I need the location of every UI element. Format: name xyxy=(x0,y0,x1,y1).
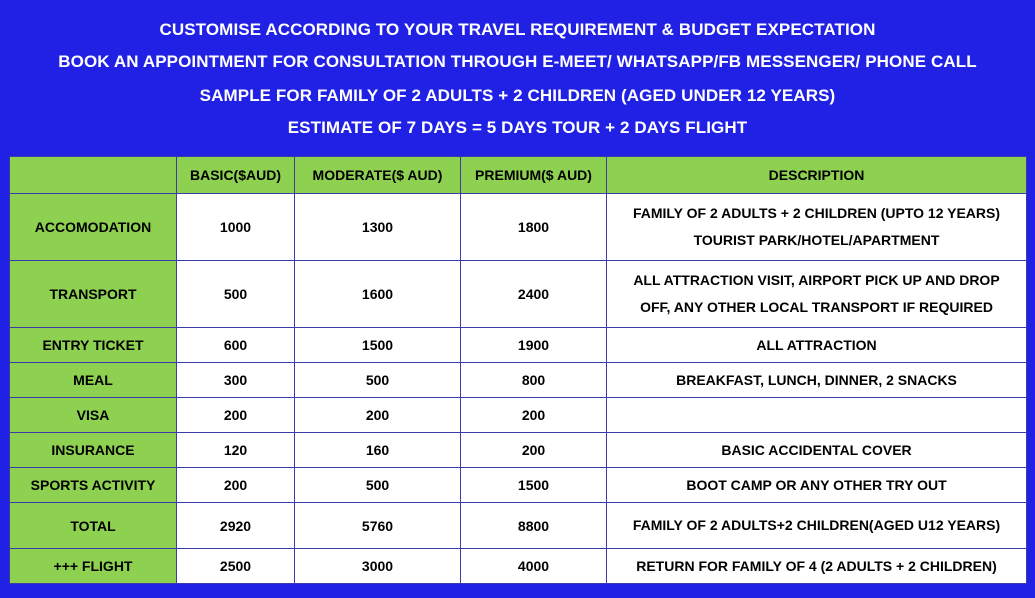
basic-value: 300 xyxy=(177,363,295,398)
moderate-value: 1600 xyxy=(295,261,461,328)
description-cell: RETURN FOR FAMILY OF 4 (2 ADULTS + 2 CHILDREN) xyxy=(607,549,1027,584)
column-header-basic: BASIC($AUD) xyxy=(177,157,295,194)
column-header-blank xyxy=(10,157,177,194)
table-row xyxy=(10,328,1027,363)
moderate-value: 3000 xyxy=(295,549,461,584)
description-cell: BASIC ACCIDENTAL COVER xyxy=(607,433,1027,468)
table-row xyxy=(10,194,1027,261)
row-label: TOTAL xyxy=(10,503,177,549)
row-label: VISA xyxy=(10,398,177,433)
row-label: +++ FLIGHT xyxy=(10,549,177,584)
row-label: INSURANCE xyxy=(10,433,177,468)
table-row xyxy=(10,468,1027,503)
description-cell: ALL ATTRACTION xyxy=(607,328,1027,363)
table-row xyxy=(10,433,1027,468)
header-line-4: ESTIMATE OF 7 DAYS = 5 DAYS TOUR + 2 DAYS FLIGHT xyxy=(287,118,748,137)
description-cell: BOOT CAMP OR ANY OTHER TRY OUT xyxy=(607,468,1027,503)
description-line: TOURIST PARK/HOTEL/APARTMENT xyxy=(693,232,940,248)
table-row xyxy=(10,363,1027,398)
description-cell xyxy=(607,261,1027,328)
moderate-value: 160 xyxy=(295,433,461,468)
description-line: OFF, ANY OTHER LOCAL TRANSPORT IF REQUIRED xyxy=(640,299,993,315)
premium-value: 1900 xyxy=(461,328,607,363)
table-row xyxy=(10,398,1027,433)
column-header-description: DESCRIPTION xyxy=(607,157,1027,194)
table-row xyxy=(10,503,1027,549)
moderate-value: 1300 xyxy=(295,194,461,261)
description-line: FAMILY OF 2 ADULTS + 2 CHILDREN (UPTO 12 YEARS) xyxy=(632,205,1001,221)
description-cell: FAMILY OF 2 ADULTS+2 CHILDREN(AGED U12 YEARS) xyxy=(607,503,1027,549)
moderate-value: 1500 xyxy=(295,328,461,363)
basic-value: 120 xyxy=(177,433,295,468)
moderate-value: 200 xyxy=(295,398,461,433)
column-header-moderate: MODERATE($ AUD) xyxy=(295,157,461,194)
premium-value: 1500 xyxy=(461,468,607,503)
basic-value: 2500 xyxy=(177,549,295,584)
row-label: SPORTS ACTIVITY xyxy=(10,468,177,503)
basic-value: 200 xyxy=(177,398,295,433)
table-row xyxy=(10,549,1027,584)
table-row xyxy=(10,261,1027,328)
basic-value: 500 xyxy=(177,261,295,328)
basic-value: 200 xyxy=(177,468,295,503)
cost-table xyxy=(9,156,1027,584)
description-cell xyxy=(607,398,1027,433)
header-line-2: BOOK AN APPOINTMENT FOR CONSULTATION THROUGH E-MEET/ WHATSAPP/FB MESSENGER/ PHONE CALL xyxy=(58,52,977,71)
premium-value: 200 xyxy=(461,433,607,468)
table-header-row xyxy=(10,157,1027,194)
description-cell xyxy=(607,194,1027,261)
header-banner xyxy=(0,0,1035,156)
row-label: MEAL xyxy=(10,363,177,398)
description-line: ALL ATTRACTION VISIT, AIRPORT PICK UP AND DROP xyxy=(633,272,1000,288)
description-cell: BREAKFAST, LUNCH, DINNER, 2 SNACKS xyxy=(607,363,1027,398)
moderate-value: 5760 xyxy=(295,503,461,549)
row-label: ENTRY TICKET xyxy=(10,328,177,363)
moderate-value: 500 xyxy=(295,468,461,503)
header-line-1: CUSTOMISE ACCORDING TO YOUR TRAVEL REQUIREMENT & BUDGET EXPECTATION xyxy=(159,20,876,39)
premium-value: 8800 xyxy=(461,503,607,549)
premium-value: 1800 xyxy=(461,194,607,261)
premium-value: 200 xyxy=(461,398,607,433)
premium-value: 800 xyxy=(461,363,607,398)
row-label: TRANSPORT xyxy=(10,261,177,328)
premium-value: 2400 xyxy=(461,261,607,328)
basic-value: 1000 xyxy=(177,194,295,261)
basic-value: 2920 xyxy=(177,503,295,549)
header-line-3: SAMPLE FOR FAMILY OF 2 ADULTS + 2 CHILDREN (AGED UNDER 12 YEARS) xyxy=(199,86,836,105)
moderate-value: 500 xyxy=(295,363,461,398)
basic-value: 600 xyxy=(177,328,295,363)
premium-value: 4000 xyxy=(461,549,607,584)
column-header-premium: PREMIUM($ AUD) xyxy=(461,157,607,194)
row-label: ACCOMODATION xyxy=(10,194,177,261)
